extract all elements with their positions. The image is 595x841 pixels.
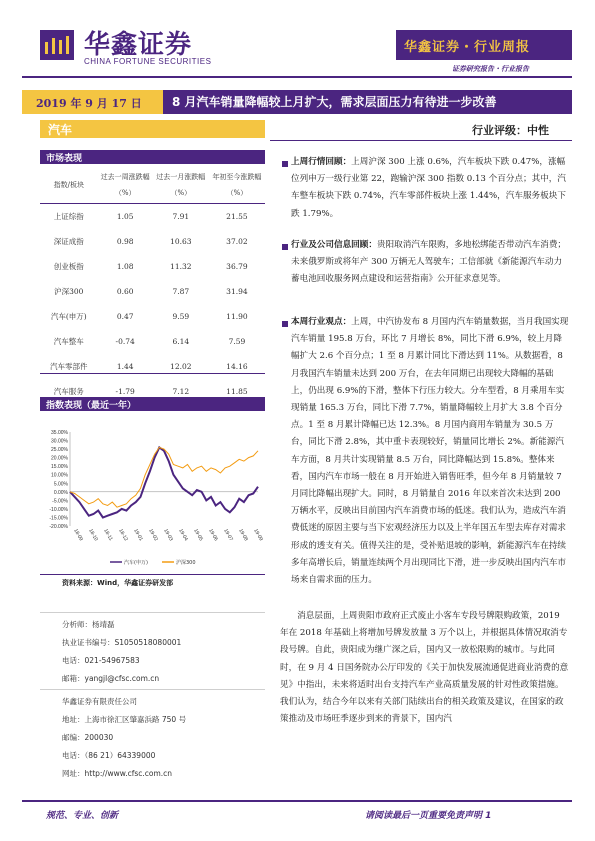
x-tick-label: 18-10 bbox=[87, 528, 99, 543]
industry-rating: 行业评级：中性 bbox=[472, 124, 549, 137]
brand-logo-icon bbox=[40, 30, 74, 60]
table-cell: 7.87 bbox=[172, 287, 190, 296]
company-name: 华鑫证券有限责任公司 bbox=[62, 697, 137, 706]
chart-bottom-rule bbox=[40, 574, 265, 575]
col-header: 年初至今涨跌幅（%） bbox=[209, 166, 265, 204]
y-tick-label: -10.00% bbox=[49, 506, 68, 513]
company-zip: 邮编：200030 bbox=[62, 733, 114, 742]
table-cell: 7.12 bbox=[172, 387, 190, 396]
analyst-phone: 电话：021-54967583 bbox=[62, 656, 140, 665]
contact-divider bbox=[40, 612, 265, 613]
report-category: 证券研究报告・行业报告 bbox=[452, 65, 529, 73]
table-cell: 0.47 bbox=[116, 312, 134, 321]
table-row bbox=[40, 329, 265, 354]
y-tick-label: -5.00% bbox=[52, 498, 68, 505]
series-line-1 bbox=[70, 447, 258, 507]
table-row bbox=[40, 354, 265, 379]
chart-source: 资料来源：Wind，华鑫证券研发部 bbox=[62, 579, 174, 587]
market-section-title: 市场表现 bbox=[46, 154, 83, 164]
x-tick-label: 19-05 bbox=[192, 528, 204, 543]
company-address: 地址：上海市徐汇区肇嘉浜路 750 号 bbox=[62, 715, 187, 724]
bullet-icon bbox=[282, 244, 288, 250]
paragraph-market-review bbox=[291, 154, 569, 223]
y-tick-label: -15.00% bbox=[49, 515, 68, 522]
table-cell: 37.02 bbox=[226, 237, 248, 246]
paragraph-policy-news: 消息层面，上周贵阳市政府正式废止小客车专段号牌限购政策，2019 年在 2018 年基础上将增加号牌发放量 3 万个以上，并根据具体情况取消专段号牌。自此，贵阳成为继广深之后，国内又一放松限购的城市。与此同时，在 9 月 4 日国务院办公厅印发的《关于加快发展流通促进商业消费的意见》中指出，未来将适时出台支持汽车产业高质量发展的针对性政策措施。我们认为，结合今年以来有关部门陆续出台的相关政策及建议，在国家的政策推动及市场旺季逐步到来的背景下，国内汽 bbox=[280, 611, 569, 725]
row-label: 汽车零部件 bbox=[50, 362, 88, 371]
x-tick-label: 19-03 bbox=[162, 528, 174, 543]
footer-slogan: 规范、专业、创新 bbox=[46, 811, 119, 821]
analyst-name: 分析师：杨靖磊 bbox=[62, 620, 115, 629]
table-row bbox=[40, 229, 265, 254]
col-header: 过去一月涨跌幅（%） bbox=[153, 166, 209, 204]
y-tick-label: 15.00% bbox=[51, 464, 68, 471]
market-table-bottom-rule bbox=[40, 373, 265, 374]
bullet-icon bbox=[282, 161, 288, 167]
sector-box bbox=[40, 120, 265, 138]
row-label: 汽车(申万) bbox=[50, 312, 87, 321]
analyst-email[interactable]: 邮箱：yangjl@cfsc.com.cn bbox=[62, 674, 160, 683]
x-tick-label: 18-09 bbox=[72, 528, 84, 543]
footer-disclaimer-note: 请阅读最后一页重要免责声明 1 bbox=[365, 811, 492, 821]
table-cell: -0.74 bbox=[115, 337, 135, 346]
col-header: 指数/板块 bbox=[40, 166, 98, 204]
x-tick-label: 19-09 bbox=[252, 528, 264, 543]
table-cell: 11.32 bbox=[170, 262, 192, 271]
rating-divider bbox=[270, 140, 572, 141]
table-cell: 11.90 bbox=[226, 312, 248, 321]
paragraph-heading: 行业及公司信息回顾： bbox=[291, 240, 377, 250]
paragraph-industry-news bbox=[291, 237, 569, 289]
col-header: 过去一周涨跌幅（%） bbox=[98, 166, 153, 204]
x-tick-label: 19-02 bbox=[147, 528, 159, 543]
table-cell: 11.85 bbox=[226, 387, 248, 396]
footer-divider bbox=[22, 800, 572, 802]
table-cell: 1.08 bbox=[116, 262, 134, 271]
paragraph-industry-view bbox=[291, 314, 569, 589]
header-divider bbox=[22, 76, 572, 78]
chart-section-title: 指数表现（最近一年） bbox=[46, 401, 137, 411]
table-cell: 7.59 bbox=[228, 337, 246, 346]
row-label: 上证综指 bbox=[53, 212, 84, 221]
y-tick-label: 5.00% bbox=[53, 481, 68, 488]
table-cell: 1.44 bbox=[116, 362, 134, 371]
table-cell: 31.94 bbox=[226, 287, 248, 296]
market-table bbox=[40, 166, 265, 404]
row-label: 汽车服务 bbox=[53, 387, 84, 396]
table-row bbox=[40, 204, 265, 230]
y-tick-label: 35.00% bbox=[51, 430, 68, 436]
table-cell: 0.98 bbox=[116, 237, 134, 246]
table-cell: 21.55 bbox=[226, 212, 248, 221]
table-row bbox=[40, 279, 265, 304]
table-row bbox=[40, 254, 265, 279]
company-website[interactable]: 网址：http://www.cfsc.com.cn bbox=[62, 769, 173, 778]
table-cell: 12.02 bbox=[170, 362, 192, 371]
paragraph-text: 上周，中汽协发布 8 月国内汽车销量数据，当月我国实现汽车销量 195.8 万台，环比 7 月增长 8%，同比下滑 6.9%，较上月降幅扩大 2.6 个百分点；1 至 8 月累计同比下滑达到 11%。从数据看，8 月我国汽车销量未达到 200 万台，在去年同期已出现较大降幅的基础上，仍出现 6.9%的下滑，整体下行压力较大。分车型看，8 月乘用车实现销量 165.3 万台，同比下滑 7.7%，销量降幅较上月扩大 3.8 个百分点。1 至 8 月累计降幅已达 12.3%。8 月国内商用车销量为 30.5 万台，同比下滑 2.8%，其中重卡表现较好，销量同比增长 2%。新能源汽车方面，8 月共计实现销量 8.5 万台，同比降幅达到 15.8%。整体来看，国内汽车市场一般在 8 月开始进入销售旺季，但今年 8 月销量较 7 月同比降幅出现扩大。同时，8 月销量自 2016 年以来首次未达到 200 万辆水平，反映出目前国内汽车消费市场的低迷。我们认为，造成汽车消费低迷的原因主要与当下宏观经济压力以及上半年国五车型去库存对需求形成的透支有关。值得关注的是，受补贴退坡的影响，新能源汽车在持续多年高增长后，销量连续两个月出现同比下滑，进一步反映出国内汽车市场来自需求面的压力。 bbox=[291, 317, 569, 586]
brand-name-cn: 华鑫证券 bbox=[84, 30, 193, 60]
x-tick-label: 19-08 bbox=[237, 528, 249, 543]
x-tick-label: 19-04 bbox=[177, 528, 189, 543]
row-label: 创业板指 bbox=[53, 262, 84, 271]
paragraph-heading: 上周行情回顾： bbox=[291, 157, 352, 167]
legend-label: 沪深300 bbox=[176, 560, 196, 566]
table-cell: 0.60 bbox=[116, 287, 134, 296]
row-label: 深证成指 bbox=[53, 237, 84, 246]
market-table-header bbox=[40, 166, 265, 204]
y-tick-label: 10.00% bbox=[51, 472, 68, 479]
x-tick-label: 18-12 bbox=[117, 528, 129, 543]
report-type-title: 华鑫证券・行业周报 bbox=[404, 40, 531, 55]
report-headline: 8 月汽车销量降幅较上月扩大，需求层面压力有待进一步改善 bbox=[172, 95, 497, 109]
table-cell: 9.59 bbox=[172, 312, 190, 321]
license-number: 执业证书编号：S1050518080001 bbox=[62, 638, 182, 647]
x-tick-label: 19-01 bbox=[132, 528, 144, 543]
x-tick-label: 19-07 bbox=[222, 528, 234, 543]
x-tick-label: 18-11 bbox=[102, 528, 114, 542]
table-row bbox=[40, 304, 265, 329]
sector-label: 汽车 bbox=[48, 123, 73, 137]
table-cell: 36.79 bbox=[226, 262, 248, 271]
y-tick-label: -20.00% bbox=[49, 524, 68, 530]
row-label: 沪深300 bbox=[54, 287, 84, 296]
table-cell: 7.91 bbox=[172, 212, 190, 221]
bullet-icon bbox=[282, 321, 288, 327]
table-cell: 10.63 bbox=[170, 237, 192, 246]
index-line-chart bbox=[40, 426, 265, 571]
table-cell: -1.79 bbox=[115, 387, 135, 396]
brand-name-en: CHINA FORTUNE SECURITIES bbox=[84, 57, 212, 66]
y-tick-label: 25.00% bbox=[51, 447, 68, 454]
paragraph-text: 上周沪深 300 上涨 0.6%，汽车板块下跌 0.47%，涨幅位列申万一级行业第 22，跑输沪深 300 指数 0.13 个百分点；其中，汽车整车板块下跌 0.74%，汽车零部件板块上涨 1.44%，汽车服务板块下跌 1.79%。 bbox=[291, 157, 566, 219]
paragraph-text: 贵阳取消汽车限购，多地松绑能否带动汽车消费；未来俄罗斯或将年产 300 万辆无人驾驶车；工信部就《新能源汽车动力蓄电池回收服务网点建设和运营指南》公开征求意见等。 bbox=[291, 240, 567, 285]
contact-divider bbox=[40, 689, 265, 690]
series-line-0 bbox=[70, 447, 258, 517]
y-tick-label: 20.00% bbox=[51, 455, 68, 462]
table-cell: 14.16 bbox=[226, 362, 248, 371]
row-label: 汽车整车 bbox=[53, 337, 84, 346]
table-cell: 1.05 bbox=[116, 212, 134, 221]
company-phone: 电话：（86 21）64339000 bbox=[62, 751, 156, 760]
report-date: 2019 年 9 月 17 日 bbox=[36, 97, 142, 110]
y-tick-label: 30.00% bbox=[51, 438, 68, 445]
paragraph-heading: 本周行业观点： bbox=[291, 317, 352, 327]
y-tick-label: 0.00% bbox=[53, 489, 68, 496]
table-cell: 6.14 bbox=[172, 337, 190, 346]
legend-label: 汽车(申万) bbox=[124, 560, 148, 566]
x-tick-label: 19-06 bbox=[207, 528, 219, 543]
